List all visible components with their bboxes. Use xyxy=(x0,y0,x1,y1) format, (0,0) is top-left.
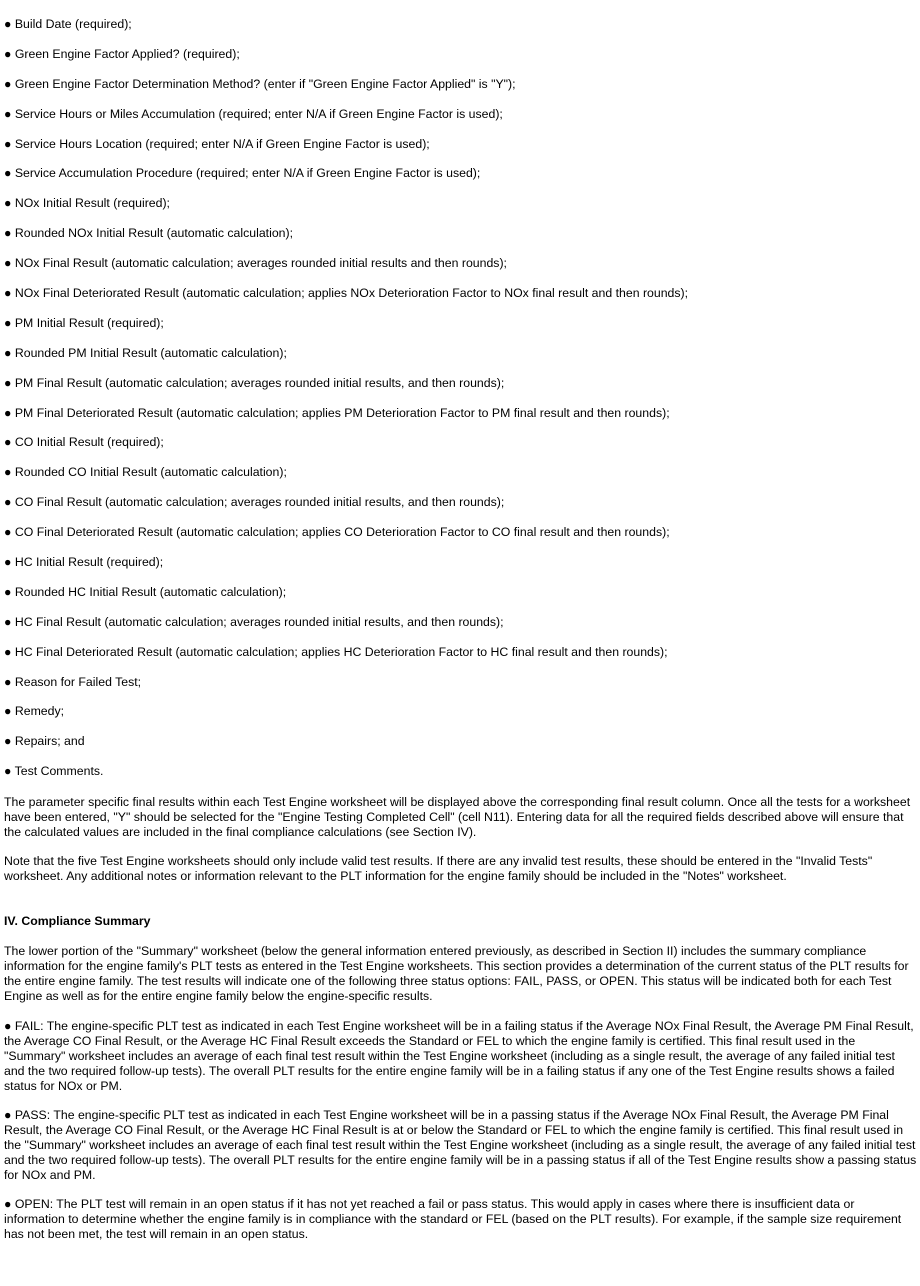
list-item: ● Rounded HC Initial Result (automatic calculation); xyxy=(4,584,287,599)
list-item: ● Test Comments. xyxy=(4,764,104,779)
fail-status-paragraph: ● FAIL: The engine-specific PLT test as indicated in each Test Engine worksheet will be in a failing status if the Average NOx Final Result, the Average PM Final Result, the Average CO Final Result, or the Average HC Final Result exceeds the Standard or FEL to which the engine family is certified. This final result used in the "Summary" worksheet includes an average of each final test result within the Test Engine worksheet (including as a single result, the average of any failed initial test and the two required follow-up tests). The overall PLT results for the entire engine family will be in a failing status if any one of the Test Engine results shows a failed status for NOx or PM. xyxy=(4,1019,914,1093)
list-item: ● NOx Final Result (automatic calculation; averages rounded initial results and then rounds); xyxy=(4,256,507,271)
pass-status-paragraph: ● PASS: The engine-specific PLT test as indicated in each Test Engine worksheet will be in a passing status if the Average NOx Final Result, the Average PM Final Result, the Average CO Final Result, or the Average HC Final Result is at or below the Standard or FEL to which the engine family is certified. This final result used in the "Summary" worksheet includes an average of each final test result within the Test Engine worksheet (including as a single result, the average of any failed initial test and the two required follow-up tests). The overall PLT results for the entire engine family will be in a passing status if all of the Test Engine results show a passing status for NOx and PM. xyxy=(4,1108,917,1182)
list-item: ● Service Accumulation Procedure (required; enter N/A if Green Engine Factor is used); xyxy=(4,166,481,181)
section-heading: IV. Compliance Summary xyxy=(4,914,151,928)
list-item: ● Rounded PM Initial Result (automatic calculation); xyxy=(4,345,287,360)
list-item: ● HC Final Deteriorated Result (automatic calculation; applies HC Deterioration Factor to HC final result and then rounds); xyxy=(4,644,668,659)
list-item: ● PM Final Deteriorated Result (automatic calculation; applies PM Deterioration Factor to PM final result and then rounds); xyxy=(4,405,670,420)
list-item: ● Remedy; xyxy=(4,704,65,719)
list-item: ● Green Engine Factor Applied? (required); xyxy=(4,46,240,61)
list-item: ● HC Final Result (automatic calculation; averages rounded initial results, and then rounds); xyxy=(4,614,504,629)
list-item: ● NOx Final Deteriorated Result (automatic calculation; applies NOx Deterioration Factor to NOx final result and then rounds); xyxy=(4,286,689,301)
list-item: ● NOx Initial Result (required); xyxy=(4,196,170,211)
list-item: ● Rounded CO Initial Result (automatic calculation); xyxy=(4,465,287,480)
list-item: ● HC Initial Result (required); xyxy=(4,555,164,570)
list-item: ● CO Final Result (automatic calculation; averages rounded initial results, and then rounds); xyxy=(4,495,505,510)
list-item: ● CO Initial Result (required); xyxy=(4,435,164,450)
list-item: ● Service Hours Location (required; enter N/A if Green Engine Factor is used); xyxy=(4,136,430,151)
list-item: ● PM Initial Result (required); xyxy=(4,315,164,330)
list-item: ● Green Engine Factor Determination Method? (enter if "Green Engine Factor Applied" is "Y"); xyxy=(4,76,516,91)
open-status-paragraph: ● OPEN: The PLT test will remain in an open status if it has not yet reached a fail or pass status. This would apply in cases where there is insufficient data or information to determine whether the engine family is in compliance with the standard or FEL (based on the PLT results). For example, if the sample size requirement has not been met, the test will remain in an open status. xyxy=(4,1197,902,1241)
list-item: ● Build Date (required); xyxy=(4,17,132,31)
list-item: ● Reason for Failed Test; xyxy=(4,674,142,689)
required-fields-list xyxy=(4,17,688,794)
list-item: ● CO Final Deteriorated Result (automatic calculation; applies CO Deterioration Factor to CO final result and then rounds); xyxy=(4,525,670,540)
list-item: ● Service Hours or Miles Accumulation (required; enter N/A if Green Engine Factor is used); xyxy=(4,106,503,121)
note-paragraph: Note that the five Test Engine worksheets should only include valid test results. If there are any invalid test results, these should be entered in the "Invalid Tests" worksheet. Any additional notes or information relevant to the PLT information for the engine family should be included in the "Notes" worksheet. xyxy=(4,854,873,883)
list-item: ● Rounded NOx Initial Result (automatic calculation); xyxy=(4,226,294,241)
summary-paragraph: The lower portion of the "Summary" worksheet (below the general information entered previously, as described in Section II) includes the summary compliance information for the engine family's PLT tests as entered in the Test Engine worksheets. This section provides a determination of the current status of the PLT results for the entire engine family. The test results will indicate one of the following three status options: FAIL, PASS, or OPEN. This status will be indicated both for each Test Engine as well as for the entire engine family below the engine-specific results. xyxy=(4,944,909,1003)
final-results-paragraph: The parameter specific final results within each Test Engine worksheet will be displayed above the corresponding final result column. Once all the tests for a worksheet have been entered, "Y" should be selected for the "Engine Testing Completed Cell" (cell N11). Entering data for all the required fields described above will ensure that the calculated values are included in the final compliance calculations (see Section IV). xyxy=(4,795,911,839)
list-item: ● PM Final Result (automatic calculation; averages rounded initial results, and then rounds); xyxy=(4,375,505,390)
list-item: ● Repairs; and xyxy=(4,734,85,749)
